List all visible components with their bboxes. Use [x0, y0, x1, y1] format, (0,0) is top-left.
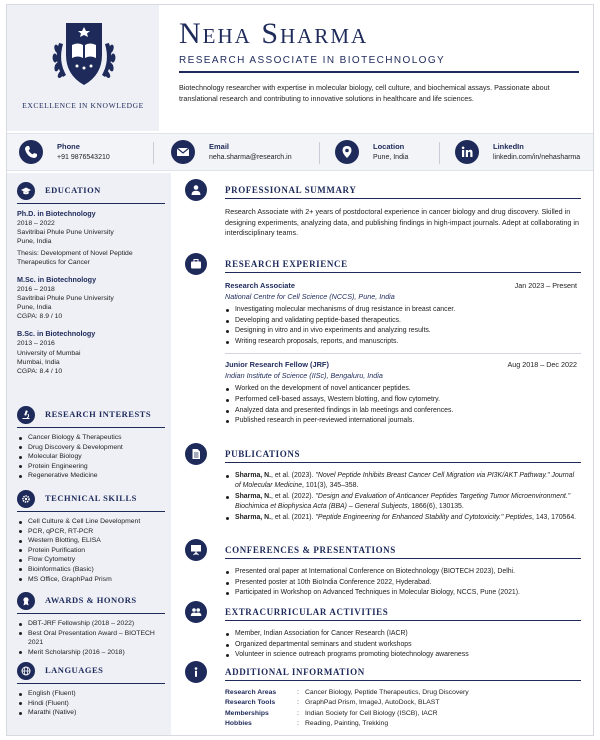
languages-section [17, 661, 165, 718]
list-item: Merit Scholarship (2016 – 2018) [17, 648, 165, 658]
publication-item: Sharma, N., et al. (2023). "Novel Peptide Inhibits Breast Cancer Cell Migration via PI3K/AKT Pathway." Journal of Molecular Medicine, 101(3), 345–358. [225, 471, 581, 491]
list-item: Performed cell-based assays, Western blotting, and flow cytometry. [225, 395, 581, 406]
awards-heading: AWARDS & HONORS [45, 595, 137, 605]
sidebar [7, 173, 171, 736]
job-dates: Jan 2023 – Present [514, 281, 577, 290]
contact-separator [439, 142, 440, 164]
section-divider [225, 272, 581, 273]
briefcase-icon [185, 179, 207, 201]
phone-icon [19, 140, 43, 164]
summary-section [185, 179, 585, 239]
list-item: Writing research proposals, reports, and manuscripts. [225, 337, 581, 348]
gear-icon [17, 490, 35, 508]
job-dates: Aug 2018 – Dec 2022 [507, 360, 577, 370]
conferences-heading: CONFERENCES & PRESENTATIONS [225, 545, 396, 555]
contact-separator [153, 142, 154, 164]
list-item: Drug Discovery & Development [17, 443, 165, 453]
experience-heading: RESEARCH EXPERIENCE [225, 259, 348, 269]
crest-logo-icon [49, 13, 119, 93]
list-item: Published research in peer-reviewed international journals. [225, 416, 581, 427]
contact-separator [319, 142, 320, 164]
candidate-title: RESEARCH ASSOCIATE IN BIOTECHNOLOGY [179, 55, 446, 66]
document-icon [185, 443, 207, 465]
section-divider [17, 203, 165, 204]
candidate-name: Neha Sharma [179, 17, 369, 50]
job-organization: Indian Institute of Science (IISc), Bengaluru, India [225, 371, 383, 381]
skills-heading: TECHNICAL SKILLS [45, 493, 137, 503]
globe-icon [17, 662, 35, 680]
section-divider [225, 620, 581, 621]
languages-list [17, 689, 165, 718]
publication-item: Sharma, N., et al. (2022). "Design and Evaluation of Anticancer Peptides Targeting Tumor Microenvironment." Biochimica et Biophysica Acta (BBA) – General Subjects, 1866(6), 130135. [225, 492, 581, 512]
list-item: Volunteer in science outreach programs promoting biotechnology awareness [225, 650, 581, 661]
publications-heading: PUBLICATIONS [225, 449, 301, 459]
resume-page [6, 4, 594, 736]
education-item: M.Sc. in Biotechnology 2016 – 2018 Savitribai Phule Pune University Pune, India CGPA: 8.9 / 10 [17, 274, 114, 321]
interests-heading: RESEARCH INTERESTS [45, 409, 152, 419]
crest-motto: EXCELLENCE IN KNOWLEDGE [22, 101, 144, 110]
publications-section [185, 443, 585, 524]
section-divider [225, 558, 581, 559]
list-item: Western Blotting, ELISA [17, 536, 165, 546]
education-item: B.Sc. in Biotechnology 2013 – 2016 University of Mumbai Mumbai, India CGPA: 8.4 / 10 [17, 329, 96, 376]
list-item: Protein Purification [17, 546, 165, 556]
section-divider [225, 680, 581, 681]
education-heading: EDUCATION [45, 185, 101, 195]
graduation-cap-icon [17, 182, 35, 200]
publication-item: Sharma, N., et al. (2021). "Peptide Engineering for Enhanced Stability and Cytotoxicity." Peptides, 143, 170564. [225, 513, 581, 523]
list-item: Developing and validating peptide-based therapeutics. [225, 316, 581, 327]
logo-panel [7, 5, 159, 131]
linkedin-icon [455, 140, 479, 164]
summary-text: Research Associate with 2+ years of postdoctoral experience in cancer biology and drug discovery. Skilled in designing experiments, analyzing data, and publishing findings in high-impact journals. Adept at collaborating in interdisciplinary teams. [225, 207, 580, 238]
briefcase-icon [185, 253, 207, 275]
awards-list [17, 619, 165, 657]
summary-heading: PROFESSIONAL SUMMARY [225, 185, 357, 195]
location-icon [335, 140, 359, 164]
section-divider [225, 462, 581, 463]
info-row: Research Tools : GraphPad Prism, ImageJ, AutoDock, BLAST [225, 699, 440, 707]
resume-header [7, 5, 594, 131]
list-item: Protein Engineering [17, 462, 165, 472]
languages-heading: LANGUAGES [45, 665, 104, 675]
education-item: Ph.D. in Biotechnology 2018 – 2022 Savitribai Phule Pune University Pune, India Thesis: Development of Novel Peptide Therapeutics for Cancer [17, 209, 133, 266]
email-icon [171, 140, 195, 164]
skills-list [17, 517, 165, 584]
contact-bar: Phone +91 9876543210 Email neha.sharma@research.in Location Pune, India LinkedIn linkedin.com/in/nehasharma [7, 133, 594, 171]
extracurricular-heading: EXTRACURRICULAR ACTIVITIES [225, 607, 389, 617]
info-row: Memberships : Indian Society for Cell Biology (ISCB), IACR [225, 709, 438, 717]
section-divider [17, 511, 165, 512]
section-divider [225, 198, 581, 199]
list-item: Best Oral Presentation Award – BIOTECH 2021 [17, 629, 165, 648]
list-item: Flow Cytometry [17, 555, 165, 565]
list-item: Bioinformatics (Basic) [17, 565, 165, 575]
job-role: Junior Research Fellow (JRF) [225, 360, 329, 370]
list-item: Presented poster at 10th BioIndia Conference 2022, Hyderabad. [225, 578, 581, 589]
skills-section [17, 489, 165, 584]
list-item: Designing in vitro and in vivo experiments and analyzing results. [225, 326, 581, 337]
section-divider [17, 683, 165, 684]
info-row: Research Areas : Cancer Biology, Peptide Therapeutics, Drug Discovery [225, 689, 469, 696]
section-divider [17, 427, 165, 428]
education-section [17, 181, 165, 384]
additional-heading: ADDITIONAL INFORMATION [225, 667, 365, 677]
info-row: Hobbies : Reading, Painting, Trekking [225, 720, 389, 728]
list-item: Presented oral paper at International Conference on Biotechnology (BIOTECH 2023), Delhi. [225, 567, 581, 578]
list-item: Cell Culture & Cell Line Development [17, 517, 165, 527]
list-item: Organized departmental seminars and student workshops [225, 640, 581, 651]
title-divider [179, 71, 579, 73]
interests-list [17, 433, 165, 481]
job-role: Research Associate [225, 281, 295, 290]
list-item: MS Office, GraphPad Prism [17, 575, 165, 585]
group-icon [185, 601, 207, 623]
list-item: Member, Indian Association for Cancer Research (IACR) [225, 629, 581, 640]
list-item: Investigating molecular mechanisms of drug resistance in breast cancer. [225, 305, 581, 316]
intro-text: Biotechnology researcher with expertise in molecular biology, cell culture, and biochemical assays. Passionate about translational research and contributing to innovative solutions in healthcare and life sciences. [179, 83, 550, 103]
list-item: English (Fluent) [17, 689, 165, 699]
awards-section [17, 591, 165, 657]
info-icon [185, 661, 207, 683]
presentation-icon [185, 539, 207, 561]
microscope-icon [17, 406, 35, 424]
additional-section [185, 661, 585, 731]
list-item: Worked on the development of novel anticancer peptides. [225, 384, 581, 395]
experience-section [185, 253, 585, 433]
list-item: Cancer Biology & Therapeutics [17, 433, 165, 443]
list-item: Participated in Workshop on Advanced Techniques in Molecular Biology, NCCS, Pune (2021). [225, 588, 581, 599]
list-item: Analyzed data and presented findings in lab meetings and conferences. [225, 406, 581, 417]
list-item: Marathi (Native) [17, 708, 165, 718]
job-entry [225, 360, 581, 426]
interests-section [17, 405, 165, 481]
list-item: Hindi (Fluent) [17, 699, 165, 709]
award-icon [17, 592, 35, 610]
list-item: PCR, qPCR, RT-PCR [17, 527, 165, 537]
list-item: Molecular Biology [17, 452, 165, 462]
job-entry [225, 281, 581, 347]
list-item: Regenerative Medicine [17, 471, 165, 481]
conferences-section [185, 539, 585, 599]
list-item: DBT-JRF Fellowship (2018 – 2022) [17, 619, 165, 629]
section-divider [17, 613, 165, 614]
extracurricular-section [185, 601, 585, 661]
job-organization: National Centre for Cell Science (NCCS), Pune, India [225, 292, 395, 301]
job-divider [225, 353, 581, 354]
